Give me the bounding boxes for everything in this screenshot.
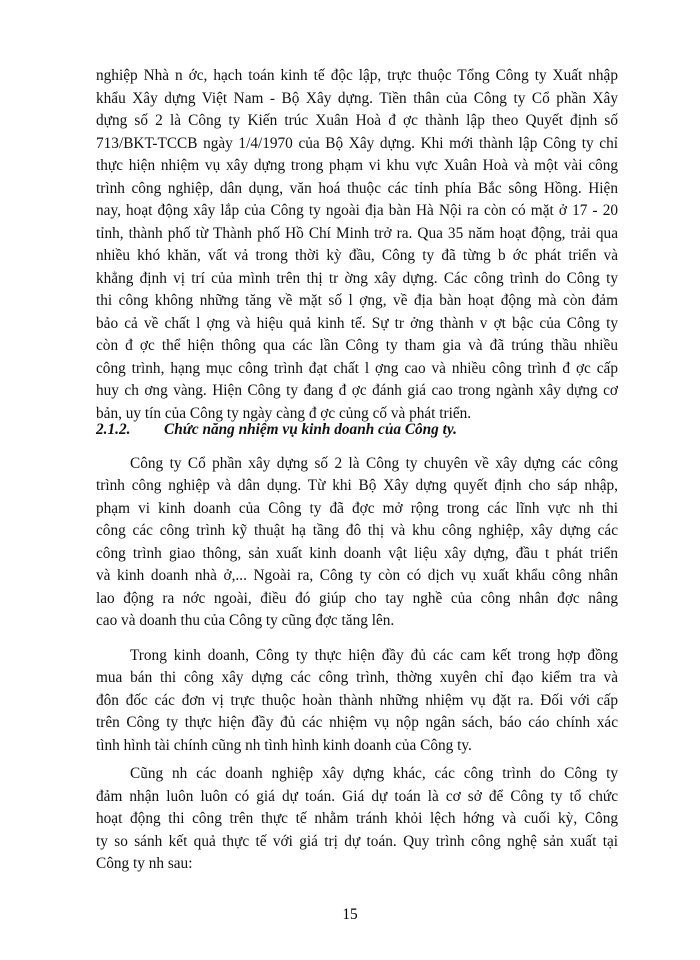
page-number: 15 bbox=[342, 906, 358, 923]
text-line: bản, uy tín của Công ty ngày càng đ ợc củng cố và phát triển. bbox=[96, 405, 472, 422]
text-line: nay, hoạt động xây lắp của Công ty ngoài địa bàn Hà Nội ra còn có mặt ở 17 - 20 bbox=[96, 202, 618, 219]
text-line: công trình, hạng mục công trình đạt chất l ợng cao và nhiều công trình đ ợc cấp bbox=[96, 360, 618, 377]
text-line: khẩu Xây dựng Việt Nam - Bộ Xây dựng. Tiền thân của Công ty Cổ phần Xây bbox=[96, 90, 618, 107]
text-line: và kinh doanh nhà ở,... Ngoài ra, Công ty còn có dịch vụ xuất khẩu công nhân bbox=[96, 567, 618, 584]
text-line: Công ty Cổ phần xây dựng số 2 là Công ty chuyên về xây dựng các công bbox=[130, 455, 618, 472]
text-line: hoạt động thi công trên thực tế nhằm tránh khỏi lệch hớng và cuối kỳ, Công bbox=[96, 810, 618, 827]
text-line: trên Công ty thực hiện đầy đủ các nhiệm vụ nộp ngân sách, báo cáo chính xác bbox=[96, 714, 618, 731]
text-line: trình công nghiệp và dân dụng. Từ khi Bộ Xây dựng quyết định cho sáp nhập, bbox=[96, 477, 618, 494]
text-line: Công ty nh sau: bbox=[96, 855, 193, 872]
section-number: 2.1.2. bbox=[96, 421, 131, 438]
section-title: Chức năng nhiệm vụ kinh doanh của Công ty. bbox=[164, 421, 457, 438]
text-line: cao và doanh thu của Công ty cũng đợc tăng lên. bbox=[96, 612, 395, 629]
text-line: thi công không những tăng về mặt số l ợng, về địa bàn hoạt động mà còn đảm bbox=[96, 292, 618, 309]
text-line: Cũng nh các doanh nghiệp xây dựng khác, các công trình do Công ty bbox=[130, 765, 618, 782]
text-line: ty so sánh kết quả thực tế với giá trị dự toán. Quy trình công nghệ sản xuất tại bbox=[96, 833, 618, 850]
text-line: mua bán thi công xây dựng các công trình, thờng xuyên chỉ đạo kiểm tra và bbox=[96, 669, 618, 686]
text-line: nhiều khó khăn, vất vả trong thời kỳ đầu, Công ty đã từng b ớc phát triển và bbox=[96, 247, 618, 264]
text-line: huy ch ơng vàng. Hiện Công ty đang đ ợc đánh giá cao trong ngành xây dựng cơ bbox=[96, 382, 618, 399]
text-line: lao động ra nớc ngoài, điều đó giúp cho tay nghề của công nhân đợc nâng bbox=[96, 590, 618, 607]
text-line: tình hình tài chính cũng nh tình hình kinh doanh của Công ty. bbox=[96, 737, 472, 754]
text-line: công trình giao thông, sản xuất kinh doanh vật liệu xây dựng, đầu t phát triển bbox=[96, 545, 618, 562]
text-line: thực hiện nhiệm vụ xây dựng trong phạm vi khu vực Xuân Hoà và một vài công bbox=[96, 157, 618, 174]
text-line: còn đ ợc thể hiện thông qua các lần Công ty tham gia và đã trúng thầu nhiều bbox=[96, 337, 618, 354]
text-line: tỉnh, thành phố từ Thành phố Hồ Chí Minh trở ra. Qua 35 năm hoạt động, trải qua bbox=[96, 225, 618, 242]
text-line: bảo cả về chất l ợng và hiệu quả kinh tế. Sự tr ởng thành v ợt bậc của Công ty bbox=[96, 315, 618, 332]
text-line: 713/BKT-TCCB ngày 1/4/1970 của Bộ Xây dựng. Khi mới thành lập Công ty chỉ bbox=[96, 135, 618, 152]
section-heading bbox=[96, 420, 618, 440]
text-line: trình công nghiệp, dân dụng, văn hoá thuộc các tỉnh phía Bắc sông Hồng. Hiện bbox=[96, 180, 618, 197]
text-line: đảm nhận luôn luôn có giá dự toán. Giá dự toán là cơ sở để Công ty tổ chức bbox=[96, 788, 618, 805]
text-line: nghiệp Nhà n ớc, hạch toán kinh tế độc lập, trực thuộc Tổng Công ty Xuất nhập bbox=[96, 67, 618, 84]
text-line: khẳng định vị trí của mình trên thị tr ờng xây dựng. Các công trình do Công ty bbox=[96, 270, 618, 287]
text-line: công các công trình kỹ thuật hạ tầng đô thị và khu công nghiệp, xây dựng các bbox=[96, 522, 618, 539]
text-line: đôn đốc các đơn vị trực thuộc hoàn thành những nhiệm vụ đặt ra. Đối với cấp bbox=[96, 692, 618, 709]
text-line: Trong kinh doanh, Công ty thực hiện đầy đủ các cam kết trong hợp đồng bbox=[130, 647, 618, 664]
text-line: dựng số 2 là Công ty Kiến trúc Xuân Hoà đ ợc thành lập theo Quyết định số bbox=[96, 112, 618, 129]
text-line: phạm vi kinh doanh của Công ty đã đợc mở rộng trong các lĩnh vực nh thi bbox=[96, 500, 618, 517]
